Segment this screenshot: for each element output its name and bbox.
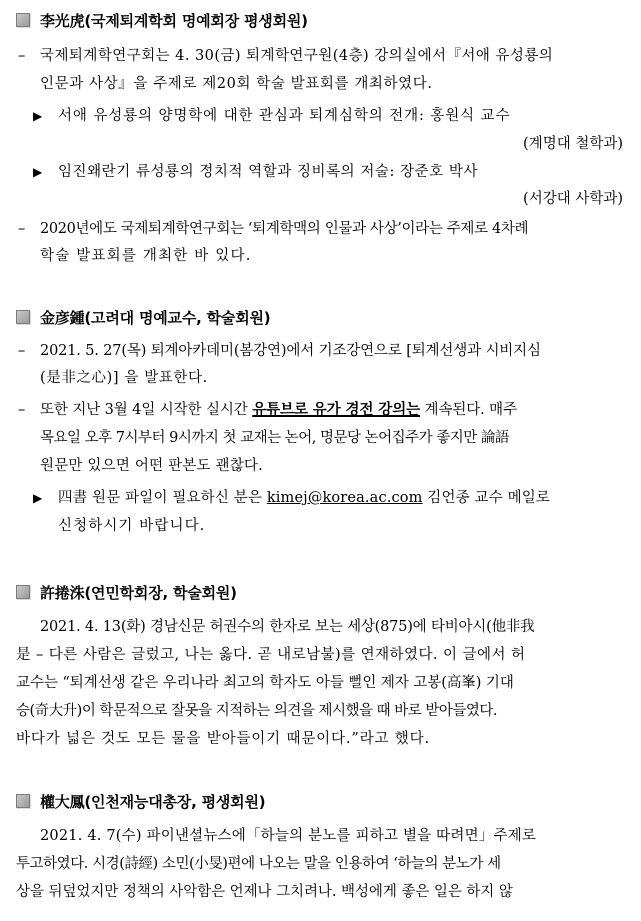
text-run: 四書 원문 파일이 필요하신 분은 — [58, 490, 267, 506]
dash-bullet: – — [18, 343, 26, 359]
paragraph-line: 是 – 다른 사람은 글렀고, 나는 옳다. 곧 내로남불)를 연재하였다. 이 글에서 허 — [16, 647, 526, 663]
square-bullet-icon — [16, 310, 30, 324]
paragraph-line: 목요일 오후 7시부터 9시까지 첫 교재는 논어, 명문당 논어집주가 좋지만 論語 — [40, 430, 509, 446]
paragraph-line: 학술 발표회를 개최한 바 있다. — [40, 248, 252, 264]
list-item-text: 임진왜란기 류성룡의 정치적 역할과 징비록의 저술: 장준호 박사 — [58, 164, 479, 180]
text-run: 또한 지난 3월 4일 시작한 실시간 — [40, 402, 253, 418]
paragraph-line: 2021. 4. 7(수) 파이낸셜뉴스에「하늘의 분노를 피하고 별을 따려면」주제로 — [40, 828, 537, 844]
arrow-bullet-icon: ▶ — [33, 165, 43, 179]
paragraph-line: 투고하였다. 시경(詩經) 소민(小旻)편에 나오는 말을 인용하여 ‘하늘의 분노가 세 — [16, 856, 501, 872]
section-heading-text: 權大鳳(인천재능대총장, 평생회원) — [40, 792, 266, 811]
section-heading — [16, 789, 265, 813]
square-bullet-icon — [16, 585, 30, 599]
square-bullet-icon — [16, 794, 30, 808]
section-heading — [16, 580, 237, 604]
paragraph-line: 바다가 넓은 것도 모든 물을 받아들이기 때문이다.”라고 했다. — [16, 731, 430, 747]
paragraph-line: 원문만 있으면 어떤 판본도 괜찮다. — [40, 458, 263, 474]
dash-bullet: – — [18, 402, 26, 418]
email-link[interactable]: kimej@korea.ac.com — [266, 490, 423, 506]
paragraph-line: 상을 뒤덮었지만 정책의 사악함은 언제나 그치려나. 백성에게 좋은 일은 하지 않 — [16, 884, 513, 900]
text-run: 김언종 교수 메일로 — [422, 490, 551, 506]
paragraph-line: 2020년에도 국제퇴계학연구회는 ‘퇴계학맥의 인물과 사상’이라는 주제로 4차례 — [40, 221, 529, 237]
section-heading — [16, 8, 308, 32]
section-heading-text: 金彦鍾(고려대 명예교수, 학술회원) — [40, 308, 271, 327]
arrow-bullet-icon: ▶ — [33, 491, 43, 505]
square-bullet-icon — [16, 13, 30, 27]
arrow-bullet-icon: ▶ — [33, 109, 43, 123]
paragraph-line: 2021. 4. 13(화) 경남신문 허권수의 한자로 보는 세상(875)에 타비아시(他非我 — [40, 619, 535, 635]
paragraph-line: 교수는 “퇴계선생 같은 우리나라 최고의 학자도 아들 뻘인 제자 고봉(高峯) 기대 — [16, 675, 514, 691]
dash-bullet: – — [18, 221, 26, 237]
list-item-affiliation: (계명대 철학과) — [523, 136, 623, 152]
paragraph-line — [40, 400, 517, 420]
paragraph-line: 2021. 5. 27(목) 퇴계아카데미(봄강연)에서 기조강연으로 [퇴계선생과 시비지심 — [40, 343, 541, 359]
list-item-affiliation: (서강대 사학과) — [523, 191, 623, 207]
section-heading-text: 李光虎(국제퇴계학회 명예회장 평생회원) — [40, 11, 308, 30]
dash-bullet: – — [18, 48, 26, 64]
text-run: 계속된다. 매주 — [420, 402, 518, 418]
list-item-text: 신청하시기 바랍니다. — [58, 518, 206, 534]
paragraph-line: 승(奇大升)이 학문적으로 잘못을 지적하는 의견을 제시했을 때 바로 받아들였다. — [16, 703, 497, 719]
section-heading — [16, 305, 270, 329]
list-item-text: 서애 유성룡의 양명학에 대한 관심과 퇴계심학의 전개: 홍원식 교수 — [58, 108, 511, 124]
list-item-text — [58, 488, 550, 508]
section-heading-text: 許捲洙(연민학회장, 학술회원) — [40, 583, 237, 602]
paragraph-line: 인문과 사상』을 주제로 제20회 학술 발표회를 개최하였다. — [40, 76, 433, 92]
youtube-lecture-highlight: 유튜브로 유가 경전 강의는 — [252, 402, 421, 418]
paragraph-line: 국제퇴계학연구회는 4. 30(금) 퇴계학연구원(4층) 강의실에서『서애 유성룡의 — [40, 48, 554, 64]
paragraph-line: (是非之心)] 을 발표한다. — [40, 370, 208, 386]
